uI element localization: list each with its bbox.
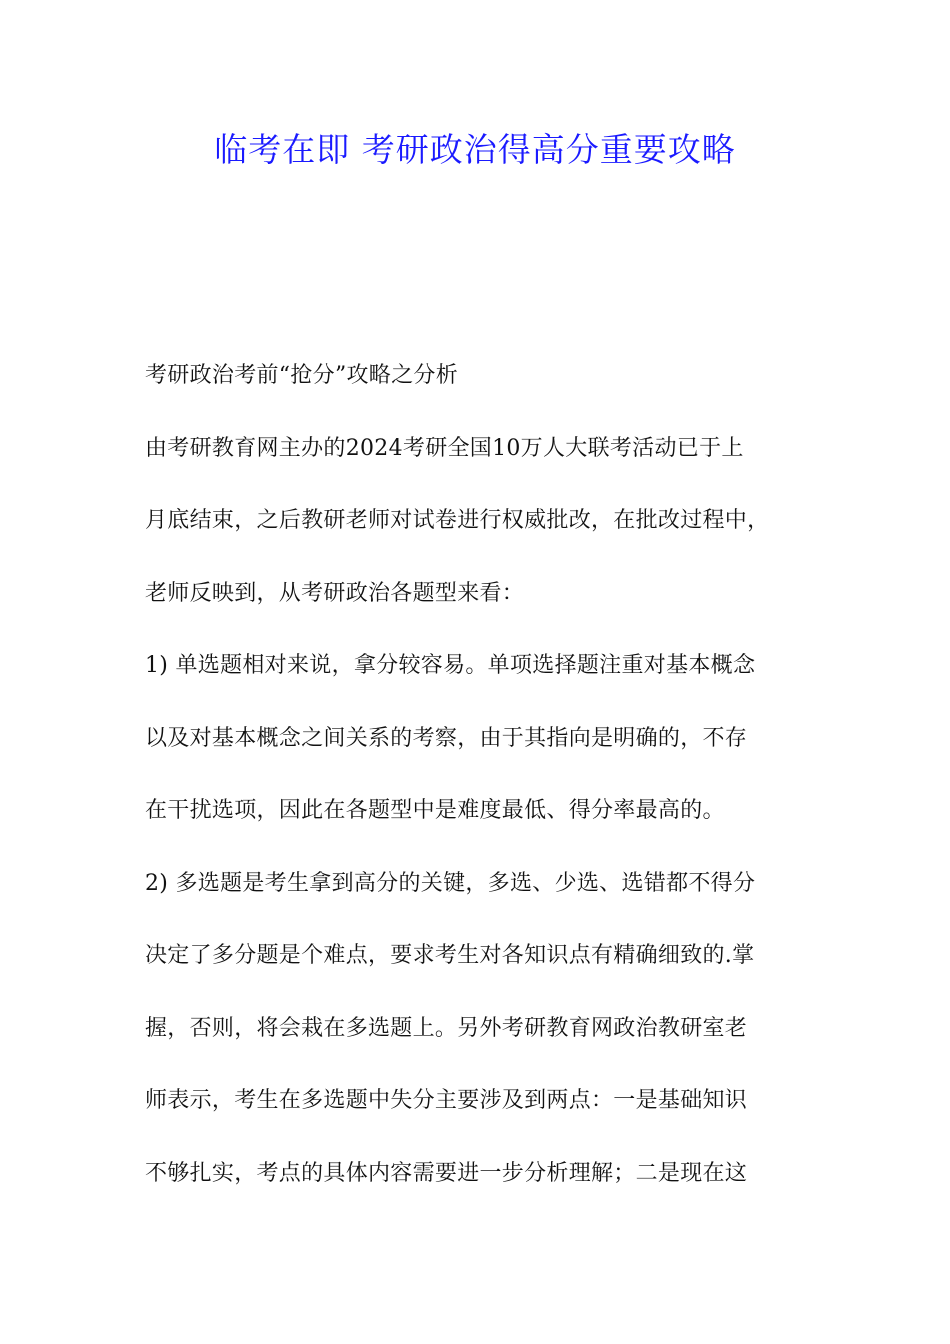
paragraph-line: 老师反映到，从考研政治各题型来看： [145,580,525,606]
paragraph-line: 决定了多分题是个难点，要求考生对各知识点有精确细致的.掌 [145,943,755,968]
document-title: 临考在即 考研政治得高分重要攻略 [214,130,736,169]
document-body [145,340,820,1210]
paragraph-line: 师表示，考生在多选题中失分主要涉及到两点：一是基础知识 [145,1088,748,1113]
paragraph-line: 以及对基本概念之间关系的考察，由于其指向是明确的，不存 [145,725,748,751]
paragraph-line: 不够扎实，考点的具体内容需要进一步分析理解；二是现在这 [145,1160,748,1186]
paragraph-line: 在干扰选项，因此在各题型中是难度最低、得分率最高的。 [145,798,725,823]
paragraph-line: 1) 单选题相对来说，拿分较容易。单项选择题注重对基本概念 [145,653,756,678]
paragraph-line: 2) 多选题是考生拿到高分的关键，多选、少选、选错都不得分 [145,870,756,896]
section-heading: 考研政治考前“抢分”攻略之分析 [145,363,458,388]
paragraph-line: 握，否则，将会栽在多选题上。另外考研教育网政治教研室老 [145,1015,748,1041]
paragraph-line: 由考研教育网主办的2024考研全国10万人大联考活动已于上 [145,435,744,461]
paragraph-line: 月底结束，之后教研老师对试卷进行权威批改，在批改过程中， [145,508,770,533]
